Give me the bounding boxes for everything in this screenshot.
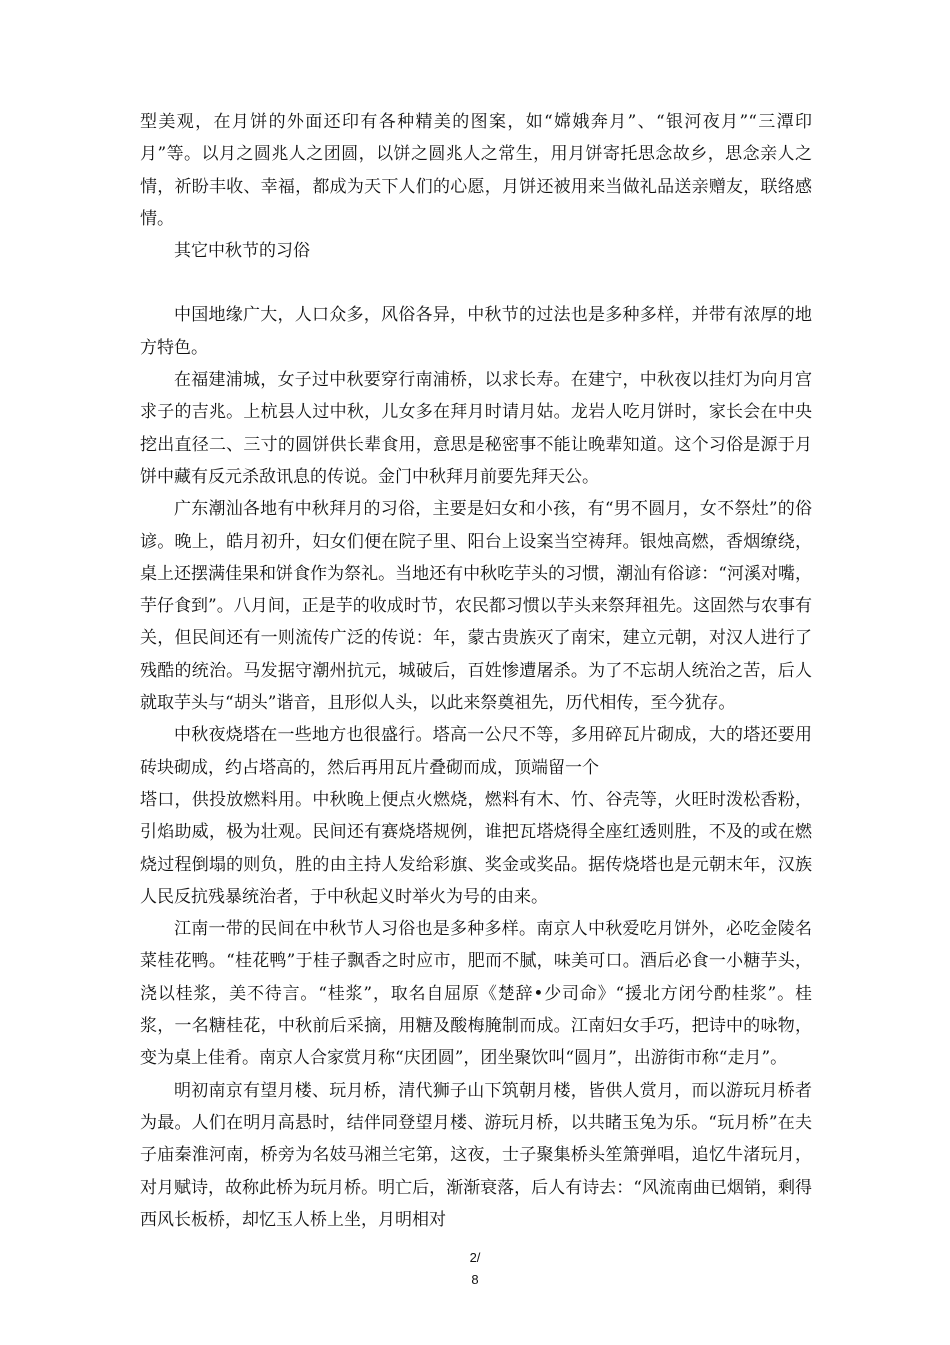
paragraph-mooncake-patterns: 型美观，在月饼的外面还印有各种精美的图案，如“嫦娥奔月”、“银河夜月”“三潭印月”等。以月之圆兆人之团圆，以饼之圆兆人之常生，用月饼寄托思念故乡，思念亲人之情，祈盼丰收、幸福，都成为天下人们的心愿，月饼还被用来当做礼品送亲赠友，联络感情。 (140, 112, 812, 229)
document-body (140, 106, 812, 1236)
page-number (0, 1247, 950, 1291)
blank-line (140, 267, 812, 299)
paragraph-burning-tower-continued: 塔口，供投放燃料用。中秋晚上便点火燃烧，燃料有木、竹、谷壳等，火旺时泼松香粉，引焰助威，极为壮观。民间还有赛烧塔规例，谁把瓦塔烧得全座红透则胜，不及的或在燃烧过程倒塌的则负，胜的由主持人发给彩旗、奖金或奖品。据传烧塔也是元朝末年，汉族人民反抗残暴统治者，于中秋起义时举火为号的由来。 (140, 789, 812, 907)
paragraph-chaoshan: 广东潮汕各地有中秋拜月的习俗，主要是妇女和小孩，有“男不圆月，女不祭灶”的俗谚。晚上，皓月初升，妇女们便在院子里、阳台上设案当空祷拜。银烛高燃，香烟缭绕，桌上还摆满佳果和饼食作为祭礼。当地还有中秋吃芋头的习惯，潮汕有俗谚：“河溪对嘴，芋仔食到”。八月间，正是芋的收成时节，农民都习惯以芋头来祭拜祖先。这固然与农事有关，但民间还有一则流传广泛的传说：年，蒙古贵族灭了南宋，建立元朝，对汉人进行了残酷的统治。马发据守潮州抗元，城破后，百姓惨遭屠杀。为了不忘胡人统治之苦，后人就取芋头与“胡头”谐音，且形似人头，以此来祭奠祖先，历代相传，至今犹存。 (140, 499, 812, 714)
paragraph-fujian: 在福建浦城，女子过中秋要穿行南浦桥，以求长寿。在建宁，中秋夜以挂灯为向月宫求子的吉兆。上杭县人过中秋，儿女多在拜月时请月姑。龙岩人吃月饼时，家长会在中央挖出直径二、三寸的圆饼供长辈食用，意思是秘密事不能让晚辈知道。这个习俗是源于月饼中藏有反元杀敌讯息的传说。金门中秋拜月前要先拜天公。 (140, 370, 812, 487)
page-number-total: 8 (471, 1272, 479, 1287)
section-heading: 其它中秋节的习俗 (174, 241, 310, 262)
page-number-current: 2/ (469, 1250, 481, 1265)
paragraph-burning-tower: 中秋夜烧塔在一些地方也很盛行。塔高一公尺不等，多用碎瓦片砌成，大的塔还要用砖块砌成，约占塔高的，然后再用瓦片叠砌而成，顶端留一个 (140, 725, 812, 778)
paragraph-jiangnan: 江南一带的民间在中秋节人习俗也是多种多样。南京人中秋爱吃月饼外，必吃金陵名菜桂花鸭。“桂花鸭”于桂子飘香之时应市，肥而不腻，味美可口。酒后必食一小糖芋头，浇以桂浆，美不待言。“桂浆”，取名自屈原《楚辞•少司命》“援北方闭兮酌桂浆”。桂浆，一名糖桂花，中秋前后采摘，用糖及酸梅腌制而成。江南妇女手巧，把诗中的咏物，变为桌上佳肴。南京人合家赏月称“庆团圆”，团坐聚饮叫“圆月”，出游街市称“走月”。 (140, 919, 812, 1069)
paragraph-intro: 中国地缘广大，人口众多，风俗各异，中秋节的过法也是多种多样，并带有浓厚的地方特色。 (140, 305, 812, 358)
paragraph-nanjing: 明初南京有望月楼、玩月桥，清代狮子山下筑朝月楼，皆供人赏月，而以游玩月桥者为最。人们在明月高悬时，结伴同登望月楼、游玩月桥，以共睹玉兔为乐。“玩月桥”在夫子庙秦淮河南，桥旁为名妓马湘兰宅第，这夜，士子聚集桥头笙箫弹唱，追忆牛渚玩月，对月赋诗，故称此桥为玩月桥。明亡后，渐渐衰落，后人有诗去：“风流南曲已烟销，剩得西风长板桥，却忆玉人桥上坐，月明相对 (140, 1080, 812, 1230)
